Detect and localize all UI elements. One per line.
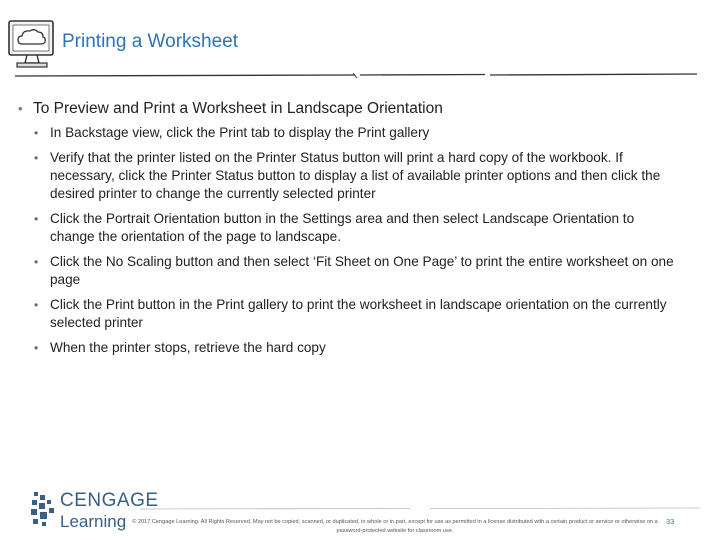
footer-divider bbox=[140, 505, 700, 511]
bullet-icon: • bbox=[18, 101, 23, 116]
bullet-icon: • bbox=[34, 255, 39, 269]
sub-bullet: • Click the Print button in the Print gallery to print the worksheet in landscape orientation on the currently selected printer bbox=[34, 297, 667, 330]
logo-text-cengage: CENGAGE bbox=[60, 490, 159, 511]
sub-bullet: • When the printer stops, retrieve the hard copy bbox=[34, 340, 326, 355]
bullet-icon: • bbox=[34, 126, 39, 140]
sub-bullet-list bbox=[18, 124, 708, 357]
bullet-icon: • bbox=[34, 341, 39, 355]
sub-bullet: • In Backstage view, click the Print tab to display the Print gallery bbox=[34, 125, 430, 140]
slide-body bbox=[18, 99, 708, 364]
bullet-icon: • bbox=[34, 298, 39, 312]
page-number: 33 bbox=[666, 517, 675, 526]
sub-bullet: • Click the No Scaling button and then select ‘Fit Sheet on One Page’ to print the entire worksheet on one page bbox=[34, 254, 674, 287]
title-divider bbox=[15, 70, 697, 80]
main-bullet-text: To Preview and Print a Worksheet in Landscape Orientation bbox=[33, 100, 443, 117]
copyright-notice: © 2017 Cengage Learning. All Rights Reserved. May not be copied, scanned, or duplicated, in whole or in part, except for use as permitted in a license distributed with a certain product or service or otherwise on a password-protected website for classroom use. bbox=[132, 519, 658, 534]
cloud-monitor-icon bbox=[7, 19, 57, 71]
logo-text-learning: Learning bbox=[60, 512, 127, 531]
sub-bullet: • Click the Portrait Orientation button in the Settings area and then select Landscape Orientation to change the orientation of the page to landscape. bbox=[34, 211, 635, 244]
bullet-icon: • bbox=[34, 212, 39, 226]
bullet-icon: • bbox=[34, 151, 39, 165]
sub-bullet: • Verify that the printer listed on the Printer Status button will print a hard copy of the workbook. If necessary, click the Printer Status button to display a list of available printer options and then click the desired printer to change the currently selected printer bbox=[34, 150, 661, 201]
slide-title: Printing a Worksheet bbox=[62, 31, 239, 52]
main-bullet bbox=[18, 99, 708, 119]
